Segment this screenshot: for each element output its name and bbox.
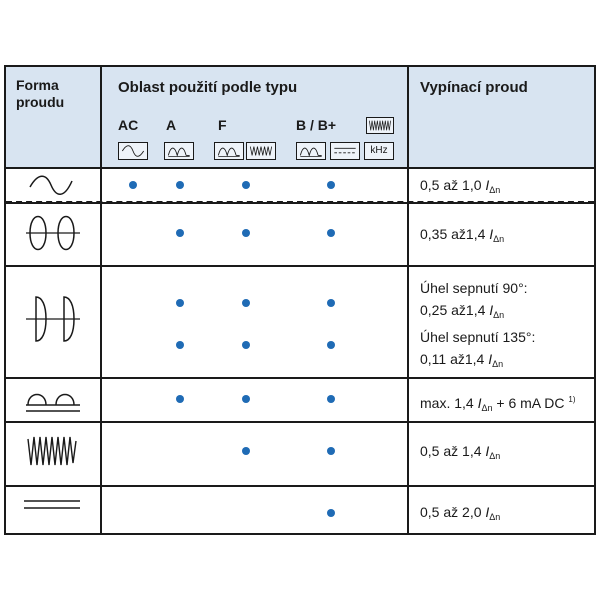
high-frequency-wave-icon (24, 429, 80, 473)
ac-sine-icon (118, 142, 148, 160)
dot-r2-f (242, 229, 250, 237)
header-col2: Oblast použití podle typu (118, 79, 298, 96)
f-pulsating-icon (214, 142, 244, 160)
dot-r1-a (176, 181, 184, 189)
dot-r3a-f (242, 299, 250, 307)
row-divider-2 (6, 265, 594, 267)
row2-trip-current: 0,35 až1,4 $I_{\Delta n}$ (420, 226, 505, 244)
b-high-frequency-icon (366, 117, 394, 134)
dot-r1-f (242, 181, 250, 189)
sine-wave-icon (26, 171, 76, 199)
header-col3: Vypínací proud (420, 79, 528, 96)
dot-r3b-a (176, 341, 184, 349)
row6-trip-current: 0,5 až 2,0 $I_{\Delta n}$ (420, 504, 501, 522)
dot-r3b-f (242, 341, 250, 349)
khz-badge: kHz (364, 142, 394, 160)
dot-r3a-a (176, 299, 184, 307)
dc-overlay-wave-icon (22, 385, 84, 415)
dot-r5-b (327, 447, 335, 455)
dot-r3a-b (327, 299, 335, 307)
b-smooth-dc-icon (330, 142, 360, 160)
dot-r4-a (176, 395, 184, 403)
pulsating-dc-icon (164, 142, 194, 160)
dot-r5-f (242, 447, 250, 455)
dot-r4-b (327, 395, 335, 403)
phase-cut-wave-icon (22, 291, 84, 347)
dot-r4-f (242, 395, 250, 403)
col-divider-2 (407, 67, 409, 533)
row-divider-5 (6, 485, 594, 487)
row-divider-4 (6, 421, 594, 423)
type-b-label: B / B+ (296, 117, 337, 133)
f-mixed-frequency-icon (246, 142, 276, 160)
row1-trip-current: 0,5 až 1,0 $I_{\Delta n}$ (420, 177, 501, 195)
row4-trip-current: max. 1,4 $I_{\Delta n} + 6$ mA DC $^{1)}$ (420, 395, 576, 413)
dot-r3b-b (327, 341, 335, 349)
dot-r2-a (176, 229, 184, 237)
type-a-label: A (166, 117, 177, 133)
dot-r1-ac (129, 181, 137, 189)
dot-r1-b (327, 181, 335, 189)
header-divider (6, 167, 594, 169)
row3-trip-current: Úhel sepnutí 90°: 0,25 až1,4 $I_{\Delta n}$ Úhel sepnutí 135°: 0,11 až1,4 $I_{\Delta n}$ (420, 280, 536, 369)
pulsating-dc-wave-icon (22, 207, 84, 259)
type-f-label: F (218, 117, 227, 133)
rcd-table (4, 65, 596, 535)
smooth-dc-wave-icon (20, 495, 84, 515)
b-pulsating-icon (296, 142, 326, 160)
type-ac-label: AC (118, 117, 139, 133)
header-col1: Forma proudu (16, 77, 65, 110)
row-divider-3 (6, 377, 594, 379)
row-dash-1 (6, 201, 594, 203)
row5-trip-current: 0,5 až 1,4 $I_{\Delta n}$ (420, 443, 501, 461)
dot-r2-b (327, 229, 335, 237)
dot-r6-b (327, 509, 335, 517)
col-divider-1 (100, 67, 102, 533)
